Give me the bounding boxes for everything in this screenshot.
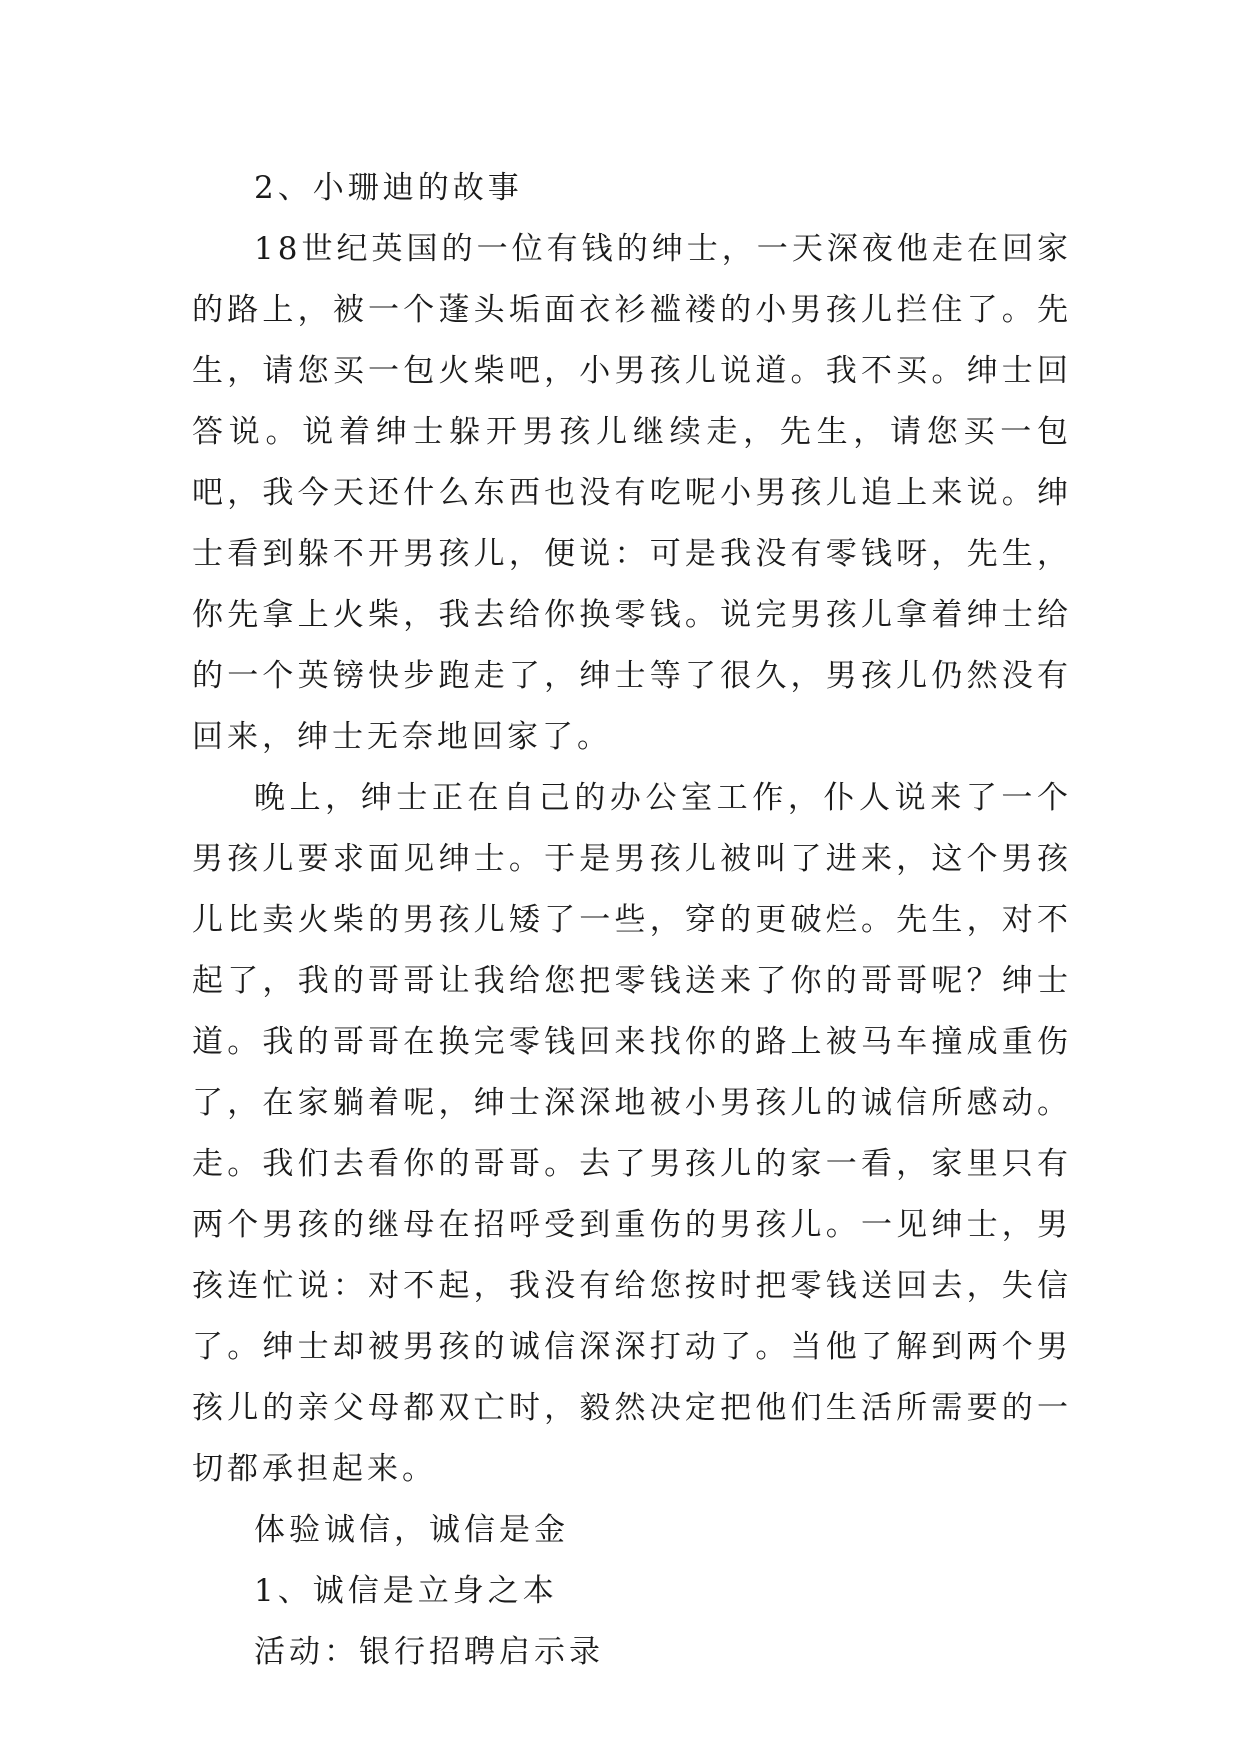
story-paragraph: 18世纪英国的一位有钱的绅士，一天深夜他走在回家的路上，被一个蓬头垢面衣衫褴褛的小男孩儿拦住了。先生，请您买一包火柴吧，小男孩儿说道。我不买。绅士回答说。说着绅士躲开男孩儿继续走，先生，请您买一包吧，我今天还什么东西也没有吃呢小男孩儿追上来说。绅士看到躲不开男孩儿，便说：可是我没有零钱呀，先生，你先拿上火柴，我去给你换零钱。说完男孩儿拿着绅士给的一个英镑快步跑走了，绅士等了很久，男孩儿仍然没有回来，绅士无奈地回家了。 [192, 231, 1072, 755]
story-paragraph: 晚上，绅士正在自己的办公室工作，仆人说来了一个男孩儿要求面见绅士。于是男孩儿被叫了进来，这个男孩儿比卖火柴的男孩儿矮了一些，穿的更破烂。先生，对不起了，我的哥哥让我给您把零钱送来了你的哥哥呢？绅士道。我的哥哥在换完零钱回来找你的路上被马车撞成重伤了，在家躺着呢，绅士深深地被小男孩儿的诚信所感动。走。我们去看你的哥哥。去了男孩儿的家一看，家里只有两个男孩的继母在招呼受到重伤的男孩儿。一见绅士，男孩连忙说：对不起，我没有给您按时把零钱送回去，失信了。绅士却被男孩的诚信深深打动了。当他了解到两个男孩儿的亲父母都双亡时，毅然决定把他们生活所需要的一切都承担起来。 [192, 780, 1072, 1487]
document-page [192, 158, 1072, 1683]
section-heading: 体验诚信，诚信是金 [254, 1512, 569, 1548]
section-heading: 1、诚信是立身之本 [254, 1573, 558, 1609]
section-heading: 2、小珊迪的故事 [254, 170, 523, 206]
activity-line: 活动：银行招聘启示录 [254, 1634, 604, 1670]
